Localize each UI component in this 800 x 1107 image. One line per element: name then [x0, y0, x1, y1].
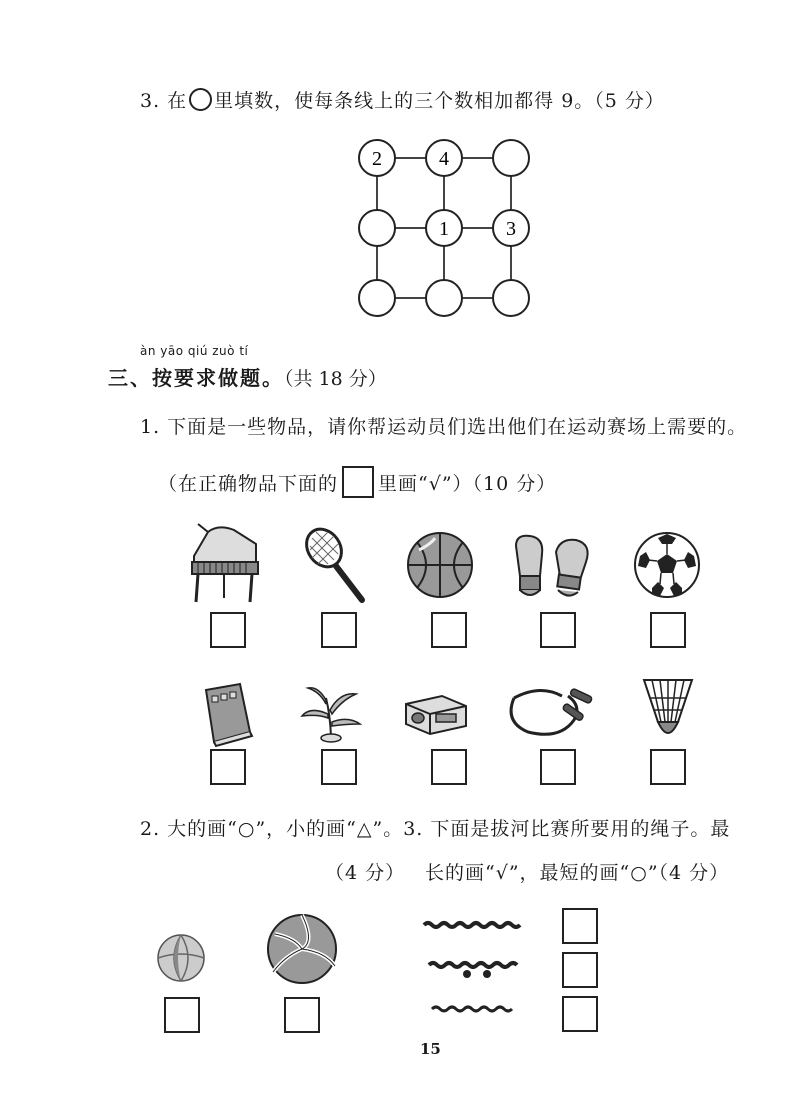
answer-box-book[interactable] [210, 749, 246, 785]
q1-instruction-suffix: 里画“√”）（10 分） [378, 473, 557, 495]
boxing-gloves-icon [510, 532, 596, 602]
grid-node[interactable] [359, 280, 395, 316]
rope-long-icon [420, 918, 524, 932]
soccer-ball-icon [632, 530, 702, 600]
page-number: 15 [420, 1040, 441, 1058]
basketball-icon [405, 530, 475, 600]
grid-node[interactable] [426, 140, 462, 176]
answer-box-tennis-racket[interactable] [321, 612, 357, 648]
answer-box-plant[interactable] [321, 749, 357, 785]
q3-grid-prefix: 3. 在 [140, 90, 188, 112]
q3-grid-suffix: 里填数，使每条线上的三个数相加都得 9。（5 分） [214, 90, 665, 112]
answer-box-big-ball[interactable] [284, 997, 320, 1033]
q3-rope-text: 3. 下面是拔河比赛所要用的绳子。最 [403, 818, 731, 840]
shuttlecock-icon [638, 676, 698, 746]
answer-box-boxing-gloves[interactable] [540, 612, 576, 648]
section-title: 三、按要求做题。 [108, 366, 284, 390]
rope-medium-icon [425, 958, 521, 984]
section-score: （共 18 分） [284, 368, 387, 390]
grid-node-value: 1 [439, 218, 449, 240]
q2-text: 2. 大的画“○”，小的画“△”。 [140, 818, 404, 840]
q3-rope-text-2: 长的画“√”，最短的画“○”（4 分） [425, 862, 730, 884]
big-volleyball-icon [265, 912, 339, 986]
q1-instruction-prefix: （在正确物品下面的 [158, 473, 339, 495]
answer-box-jump-rope[interactable] [540, 749, 576, 785]
grid-node-value: 4 [439, 148, 449, 170]
tennis-racket-icon [300, 524, 370, 606]
circle-icon [189, 88, 212, 111]
pencil-sharpener-icon [402, 690, 472, 740]
plant-icon [300, 684, 362, 744]
grid-node[interactable] [493, 280, 529, 316]
answer-box-rope-3[interactable] [562, 996, 598, 1032]
grid-node-value: 3 [506, 218, 516, 240]
answer-box-piano[interactable] [210, 612, 246, 648]
box-icon [342, 466, 374, 498]
answer-box-small-ball[interactable] [164, 997, 200, 1033]
answer-box-rope-1[interactable] [562, 908, 598, 944]
grid-node[interactable] [426, 280, 462, 316]
answer-box-basketball[interactable] [431, 612, 467, 648]
grid-node-value: 2 [372, 148, 382, 170]
small-beach-ball-icon [155, 932, 207, 984]
q1-instruction [158, 466, 556, 498]
number-grid [340, 130, 540, 330]
answer-box-soccer-ball[interactable] [650, 612, 686, 648]
q2-q3-line [140, 814, 730, 841]
grid-node[interactable] [493, 140, 529, 176]
grid-node[interactable] [359, 140, 395, 176]
answer-box-pencil-sharpener[interactable] [431, 749, 467, 785]
book-icon [200, 682, 258, 748]
q1-text: 1. 下面是一些物品，请你帮运动员们选出他们在运动赛场上需要的。 [140, 416, 748, 438]
piano-icon [188, 522, 262, 606]
grid-node[interactable] [493, 210, 529, 246]
q2-score: （4 分） [325, 862, 406, 884]
grid-node[interactable] [359, 210, 395, 246]
grid-node[interactable] [426, 210, 462, 246]
q3-grid-prompt [140, 86, 665, 113]
jump-rope-icon [500, 682, 600, 742]
rope-short-icon [428, 1002, 514, 1016]
section-heading [108, 362, 387, 391]
answer-box-rope-2[interactable] [562, 952, 598, 988]
answer-box-shuttlecock[interactable] [650, 749, 686, 785]
section-pinyin: àn yāo qiú zuò tí [140, 344, 249, 358]
